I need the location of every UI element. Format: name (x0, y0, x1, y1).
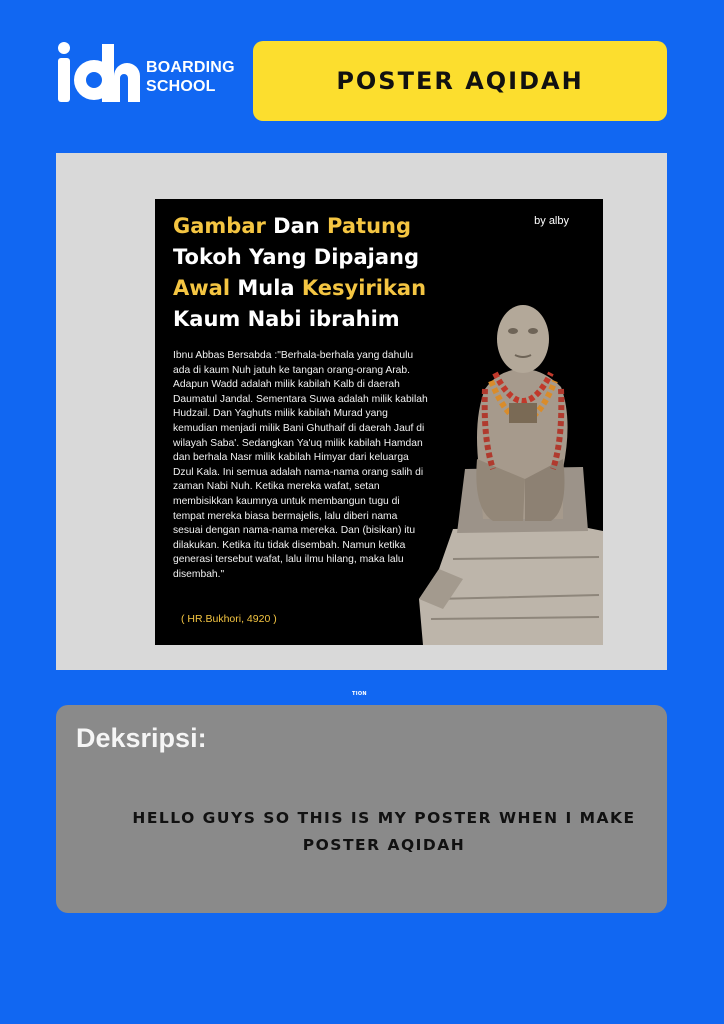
statue-illustration (413, 269, 603, 645)
hadith-source: ( HR.Bukhori, 4920 ) (181, 613, 277, 625)
idn-logo-icon (58, 42, 140, 104)
tiny-label: TION (352, 691, 367, 697)
headline-word-patung: Patung (327, 214, 412, 238)
poster-author: by alby (534, 215, 569, 227)
description-box (56, 705, 667, 913)
school-logo (58, 42, 235, 104)
description-body: HELLO GUYS SO THIS IS MY POSTER WHEN I MAKE POSTER AQIDAH (132, 809, 636, 854)
hadith-text: Ibnu Abbas Bersabda :"Berhala-berhala yang dahulu ada di kaum Nuh jatuh ke tangan orang-orang Arab. Adapun Wadd adalah milik kabilah Kalb di daerah Daumatul Jandal. Sementara Suwa adalah milik kabilah Hudzail. Dan Yaghuts milik kabilah Murad yang kemudian menjadi milik Bani Ghuthaif di daerah Jauf di wilayah Saba'. Sedangkan Ya'uq milik kabilah Hamdan dan berhala Nasr milik kabilah Himyar dari keluarga Dzul Kala. Ini semua adalah nama-nama orang salih di zaman Nabi Nuh. Ketika mereka wafat, setan membisikkan kaumnya untuk membangun tugu di tempat mereka biasa bermajelis, lalu diberi nama sesuai dengan nama-nama mereka. Dan (bisikan) itu dilakukan. Ketika itu tidak disembah. Namun ketika generasi tersebut wafat, lalu ilmu hilang, maka lalu disembah." (173, 350, 428, 580)
headline-word-awal: Awal (173, 276, 231, 300)
headline-word-kesyirikan: Kesyirikan (301, 276, 427, 300)
poster-image (155, 199, 603, 645)
description-heading: Deksripsi: (76, 723, 207, 753)
page-title: POSTER AQIDAH (336, 67, 584, 95)
headline-line-4: Kaum Nabi ibrahim (173, 307, 400, 331)
logo-line-1: BOARDING (146, 59, 235, 76)
logo-wordmark (146, 58, 235, 96)
headline-word-gambar: Gambar (173, 214, 266, 238)
headline-line-2: Tokoh Yang Dipajang (173, 245, 419, 269)
headline-word-mula: Mula (230, 276, 302, 300)
title-banner (253, 41, 667, 121)
headline-word-dan: Dan (265, 214, 328, 238)
logo-line-2: SCHOOL (146, 78, 216, 95)
